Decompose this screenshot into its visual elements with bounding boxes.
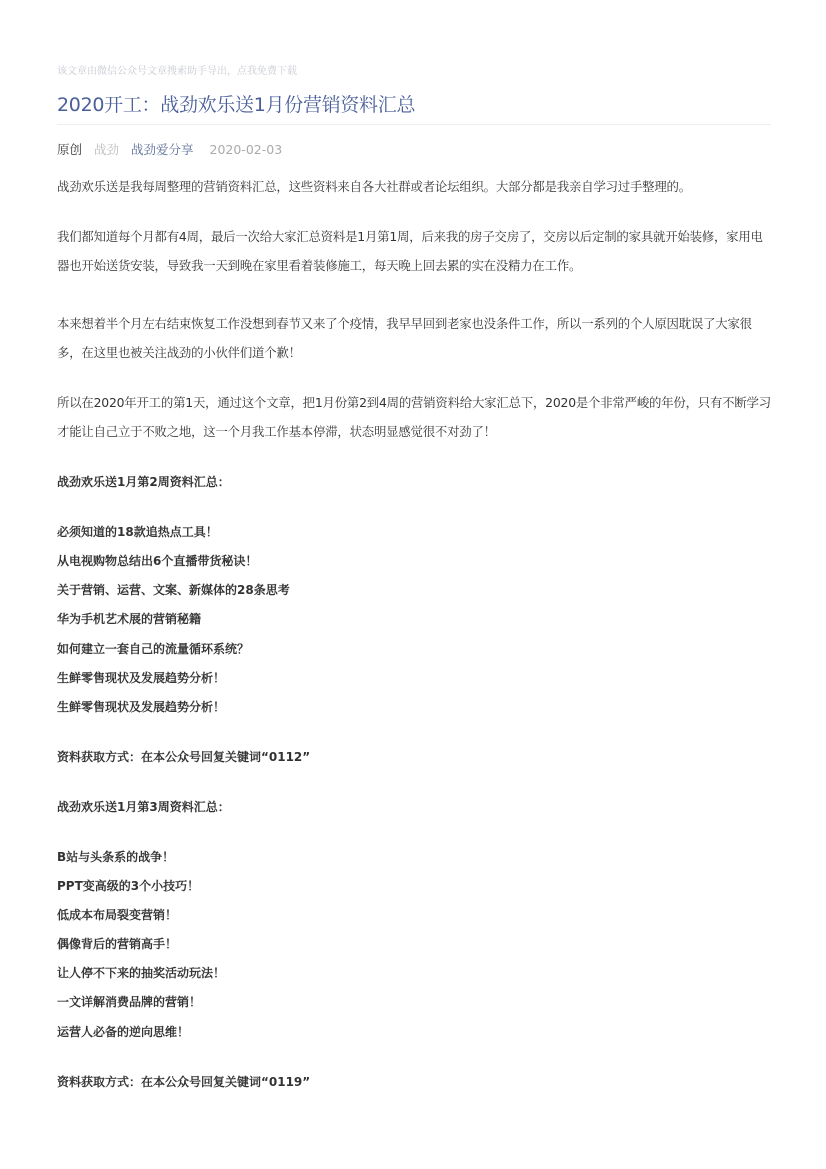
week2-item: 关于营销、运营、文案、新媒体的28条思考	[57, 583, 290, 597]
week3-item: 让人停不下来的抽奖活动玩法！	[57, 966, 226, 980]
week2-item: 必须知道的18款追热点工具！	[57, 525, 218, 539]
week2-item: 华为手机艺术展的营销秘籍	[57, 612, 202, 626]
publish-date: 2020-02-03	[209, 142, 283, 157]
week3-item: 偶像背后的营销高手！	[57, 937, 178, 951]
week2-item: 如何建立一套自己的流量循环系统？	[57, 642, 250, 656]
article-meta	[57, 140, 290, 158]
week2-item: 从电视购物总结出6个直播带货秘诀！	[57, 554, 258, 568]
article-title: 2020开工：战劲欢乐送1月份营销资料汇总	[57, 94, 416, 116]
week2-item: 生鲜零售现状及发展趋势分析！	[57, 671, 226, 685]
original-tag: 原创	[57, 142, 83, 157]
week2-access-note: 资料获取方式：在本公众号回复关键词“0112”	[57, 750, 311, 764]
account-link[interactable]: 战劲爱分享	[131, 142, 194, 157]
title-divider	[57, 124, 771, 125]
paragraph-3: 本来想着半个月左右结束恢复工作没想到春节又来了个疫情，我早早回到老家也没条件工作，所以一系列的个人原因耽误了大家很多，在这里也被关注战劲的小伙伴们道个歉！	[57, 316, 752, 360]
paragraph-2: 我们都知道每个月都有4周，最后一次给大家汇总资料是1月第1周，后来我的房子交房了，交房以后定制的家具就开始装修，家用电器也开始送货安装，导致我一天到晚在家里看着装修施工，每天晚上回去累的实在没精力在工作。	[57, 229, 763, 273]
export-download-link[interactable]: 该文章由微信公众号文章搜索助手导出，点我免费下载	[57, 66, 297, 77]
week3-item: B站与头条系的战争！	[57, 850, 175, 864]
intro-paragraph: 战劲欢乐送是我每周整理的营销资料汇总，这些资料来自各大社群或者论坛组织。大部分都是我亲自学习过手整理的。	[57, 179, 691, 194]
week3-item: 低成本布局裂变营销！	[57, 908, 178, 922]
week3-item: PPT变高级的3个小技巧！	[57, 879, 200, 893]
week2-heading: 战劲欢乐送1月第2周资料汇总：	[57, 475, 230, 489]
week3-access-note: 资料获取方式：在本公众号回复关键词“0119”	[57, 1075, 311, 1089]
week2-item: 生鲜零售现状及发展趋势分析！	[57, 700, 226, 714]
author-name: 战劲	[94, 142, 120, 157]
week3-heading: 战劲欢乐送1月第3周资料汇总：	[57, 800, 230, 814]
week3-item: 运营人必备的逆向思维！	[57, 1025, 190, 1039]
paragraph-4: 所以在2020年开工的第1天，通过这个文章，把1月份第2到4周的营销资料给大家汇总下，2020是个非常严峻的年份，只有不断学习才能让自己立于不败之地，这一个月我工作基本停滞，状态明显感觉很不对劲了！	[57, 395, 771, 439]
week3-item: 一文详解消费品牌的营销！	[57, 995, 202, 1009]
